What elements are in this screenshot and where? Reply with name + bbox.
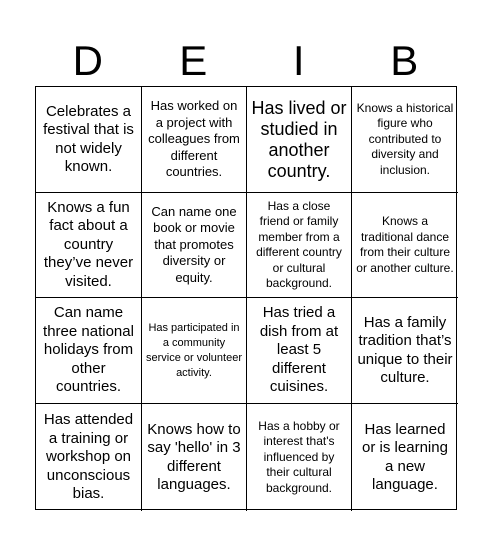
bingo-cell[interactable]: Celebrates a festival that is not widely known.	[36, 87, 142, 193]
bingo-cell[interactable]: Has tried a dish from at least 5 different cuisines.	[247, 298, 352, 404]
bingo-cell[interactable]: Has attended a training or workshop on unconscious bias.	[36, 404, 142, 511]
header-letter-e: E	[179, 37, 208, 84]
bingo-cell[interactable]: Knows a fun fact about a country they’ve never visited.	[36, 193, 142, 298]
bingo-cell[interactable]: Can name three national holidays from other countries.	[36, 298, 142, 404]
bingo-grid	[35, 86, 457, 510]
bingo-cell[interactable]: Has worked on a project with colleagues from different countries.	[142, 87, 247, 193]
bingo-cell[interactable]: Has learned or is learning a new language.	[362, 420, 448, 493]
bingo-cell[interactable]: Has a family tradition that’s unique to their culture.	[352, 298, 458, 404]
bingo-cell[interactable]: Has lived or studied in another country.	[247, 87, 352, 193]
bingo-cell[interactable]: Knows a historical figure who contributed to diversity and inclusion.	[352, 87, 458, 193]
bingo-cell[interactable]: Can name one book or movie that promotes diversity or equity.	[142, 193, 247, 298]
bingo-header	[35, 36, 457, 86]
header-letter-d: D	[72, 37, 103, 84]
bingo-cell[interactable]: Knows a traditional dance from their culture or another culture.	[352, 193, 458, 298]
header-letter-i: I	[292, 37, 305, 84]
bingo-cell[interactable]: Has a close friend or family member from a different country or cultural background.	[247, 193, 352, 298]
bingo-cell[interactable]: Knows how to say 'hello' in 3 different languages.	[142, 404, 247, 511]
bingo-cell[interactable]: Has a hobby or interest that's influenced by their cultural background.	[247, 404, 352, 511]
header-letter-b: B	[390, 37, 419, 84]
bingo-cell[interactable]: Has participated in a community service or volunteer activity.	[142, 298, 247, 404]
